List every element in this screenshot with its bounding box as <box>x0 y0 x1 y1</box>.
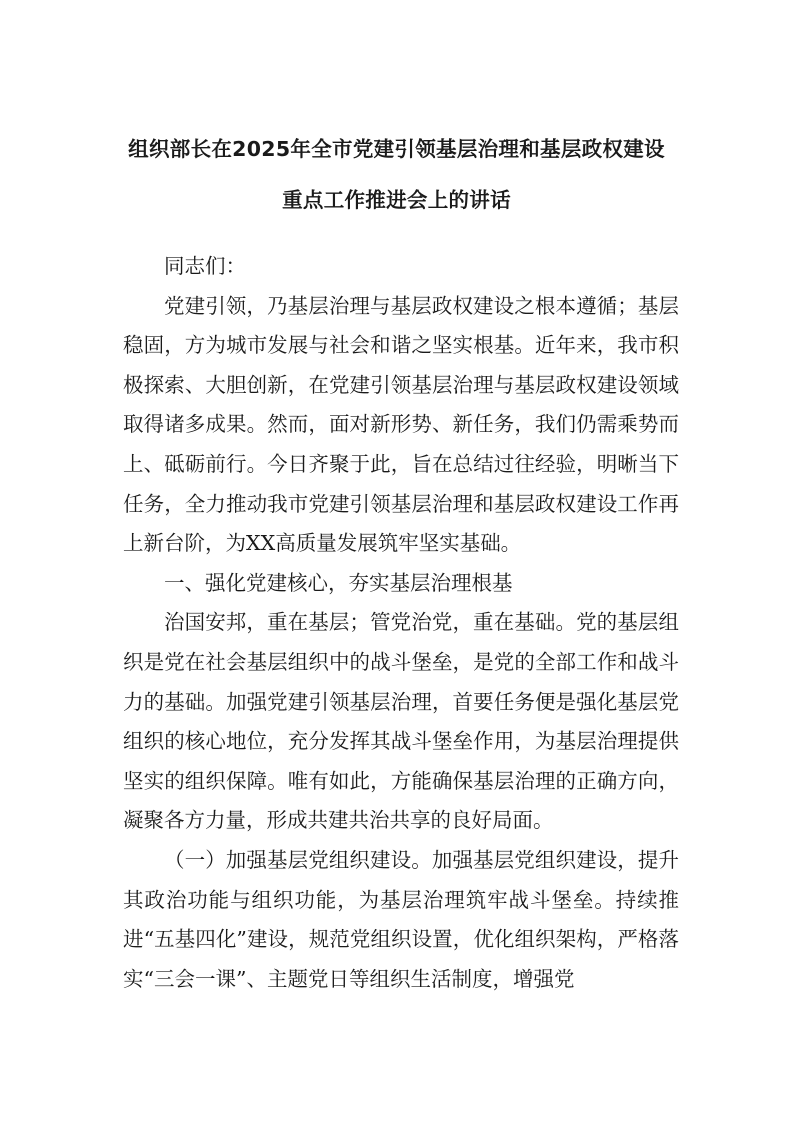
section-heading-1: 一、强化党建核心，夯实基层治理根基 <box>164 570 513 595</box>
salutation: 同志们： <box>164 254 246 278</box>
document-title-line-2: 重点工作推进会上的讲话 <box>282 188 511 212</box>
paragraph-intro: 党建引领，乃基层治理与基层政权建设之根本遵循；基层稳固，方为城市发展与社会和谐之坚实根基。近年来，我市积极探索、大胆创新，在党建引领基层治理与基层政权建设领域取得诸多成果。然而，面对新形势、新任务，我们仍需乘势而上、砥砺前行。今日齐聚于此，旨在总结过往经验，明晰当下任务，全力推动我市党建引领基层治理和基层政权建设工作再上新台阶，为XX高质量发展筑牢坚实基础。 <box>123 293 679 556</box>
document-body <box>123 247 679 999</box>
document-title-line-1: 组织部长在2025年全市党建引领基层治理和基层政权建设 <box>128 137 665 161</box>
paragraph-subsection-1: （一）加强基层党组织建设。加强基层党组织建设，提升其政治功能与组织功能，为基层治理筑牢战斗堡垒。持续推进“五基四化”建设，规范党组织设置，优化组织架构，严格落实“三会一课”、主题党日等组织生活制度，增强党 <box>123 847 679 991</box>
paragraph-section-1: 治国安邦，重在基层；管党治党，重在基础。党的基层组织是党在社会基层组织中的战斗堡垒，是党的全部工作和战斗力的基础。加强党建引领基层治理，首要任务便是强化基层党组织的核心地位，充分发挥其战斗堡垒作用，为基层治理提供坚实的组织保障。唯有如此，方能确保基层治理的正确方向，凝聚各方力量，形成共建共治共享的良好局面。 <box>123 610 679 833</box>
